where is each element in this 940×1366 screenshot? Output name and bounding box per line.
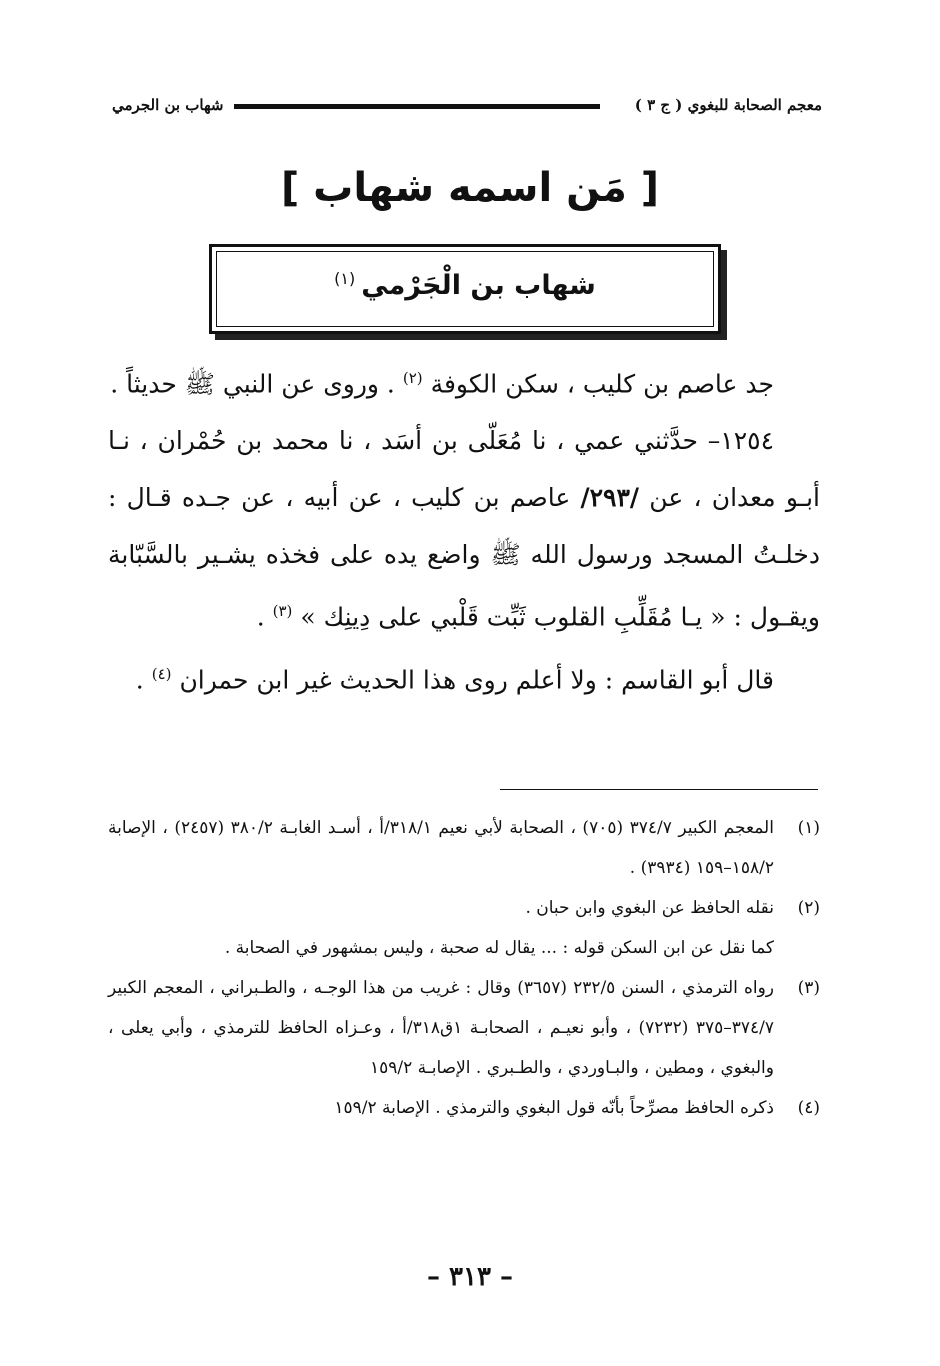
entry-name-text: شهاب بن الْجَرْمي — [361, 270, 596, 301]
p2-end: . — [256, 602, 265, 632]
p1-text-b: . وروى عن النبي ﷺ حديثاً . — [110, 369, 395, 399]
footnotes — [108, 808, 820, 1128]
p3-end: . — [135, 664, 144, 694]
p2-page-marker: /٢٩٣/ — [580, 483, 640, 513]
page-number: – ٣١٣ – — [426, 1262, 514, 1292]
entry-name — [212, 269, 718, 301]
footnote-number: (١) — [797, 818, 820, 838]
p2-footnote-mark: (٣) — [272, 602, 293, 621]
header-rule — [234, 104, 600, 109]
section-title: [ مَن اسمه شهاب ] — [280, 165, 660, 211]
footnote-4 — [108, 1088, 820, 1128]
running-header — [112, 96, 822, 122]
footnote-1 — [108, 808, 820, 888]
entry-name-box — [209, 244, 721, 334]
footnote-number: (٣) — [797, 978, 820, 998]
footnote-text: المعجم الكبير ٣٧٤/٧ (٧٠٥) ، الصحابة لأبي نعيم ٣١٨/١/أ ، أسـد الغابـة ٣٨٠/٢ (٢٤٥٧) ، الإصابة ١٥٨/٢–١٥٩ (٣٩٣٤) . — [108, 818, 774, 878]
paragraph-1 — [108, 350, 820, 412]
p3-footnote-mark: (٤) — [151, 664, 172, 683]
paragraph-2 — [108, 412, 820, 645]
footnote-number: (٢) — [797, 898, 820, 918]
p2-text-a: ١٢٥٤– حدَّثني عمي ، نا مُعَلّى بن أسَد ، نا محمد بن حُمْران ، نـا أبـو معدان ، عن — [108, 426, 821, 513]
paragraph-3 — [108, 646, 820, 708]
header-entry-name: شهاب بن الجرمي — [112, 96, 224, 114]
footnote-text: نقله الحافظ عن البغوي وابن حبان . — [525, 898, 774, 918]
p1-footnote-mark: (٢) — [402, 369, 423, 387]
footnote-text: ذكره الحافظ مصرِّحاً بأنّه قول البغوي والترمذي . الإصابة ١٥٩/٢ — [334, 1098, 774, 1118]
p1-text-a: جد عاصم بن كليب ، سكن الكوفة — [430, 369, 774, 399]
entry-footnote-mark: (١) — [334, 269, 356, 288]
p3-text-a: قال أبو القاسم : ولا أعلم روى هذا الحديث غير ابن حمران — [179, 664, 774, 694]
footnote-2 — [108, 888, 820, 928]
footnote-separator — [500, 789, 818, 790]
footnote-3 — [108, 968, 820, 1088]
footnote-2-continuation: كما نقل عن ابن السكن قوله : ... يقال له صحبة ، وليس بمشهور في الصحابة . — [224, 938, 774, 958]
header-book-title: معجم الصحابة للبغوي ( ج ٣ ) — [634, 96, 822, 114]
footnote-number: (٤) — [797, 1098, 820, 1118]
p2-text-b: عاصم بن كليب ، عن أبيه ، عن جـده قـال : دخلـتُ المسجد ورسول الله ﷺ واضع يده على فخذه يشـير بالسَّبّابة ويقـول : « يـا مُقَلِّبِ القلوب ثَبِّت قَلْبي على دِينِك » — [108, 483, 820, 632]
body-text — [108, 350, 820, 708]
footnote-text: رواه الترمذي ، السنن ٢٣٢/٥ (٣٦٥٧) وقال : غريب من هذا الوجـه ، والطـبراني ، المعجم الكبير ٣٧٤/٧–٣٧٥ (٧٢٣٢) ، وأبو نعيـم ، الصحابـة ١ق٣١٨/أ ، وعـزاه الحافظ للترمذي ، وأبي يعلى ، والبغوي ، ومطين ، والبـاوردي ، والطـبري . الإصابـة ١٥٩/٢ — [108, 978, 774, 1078]
